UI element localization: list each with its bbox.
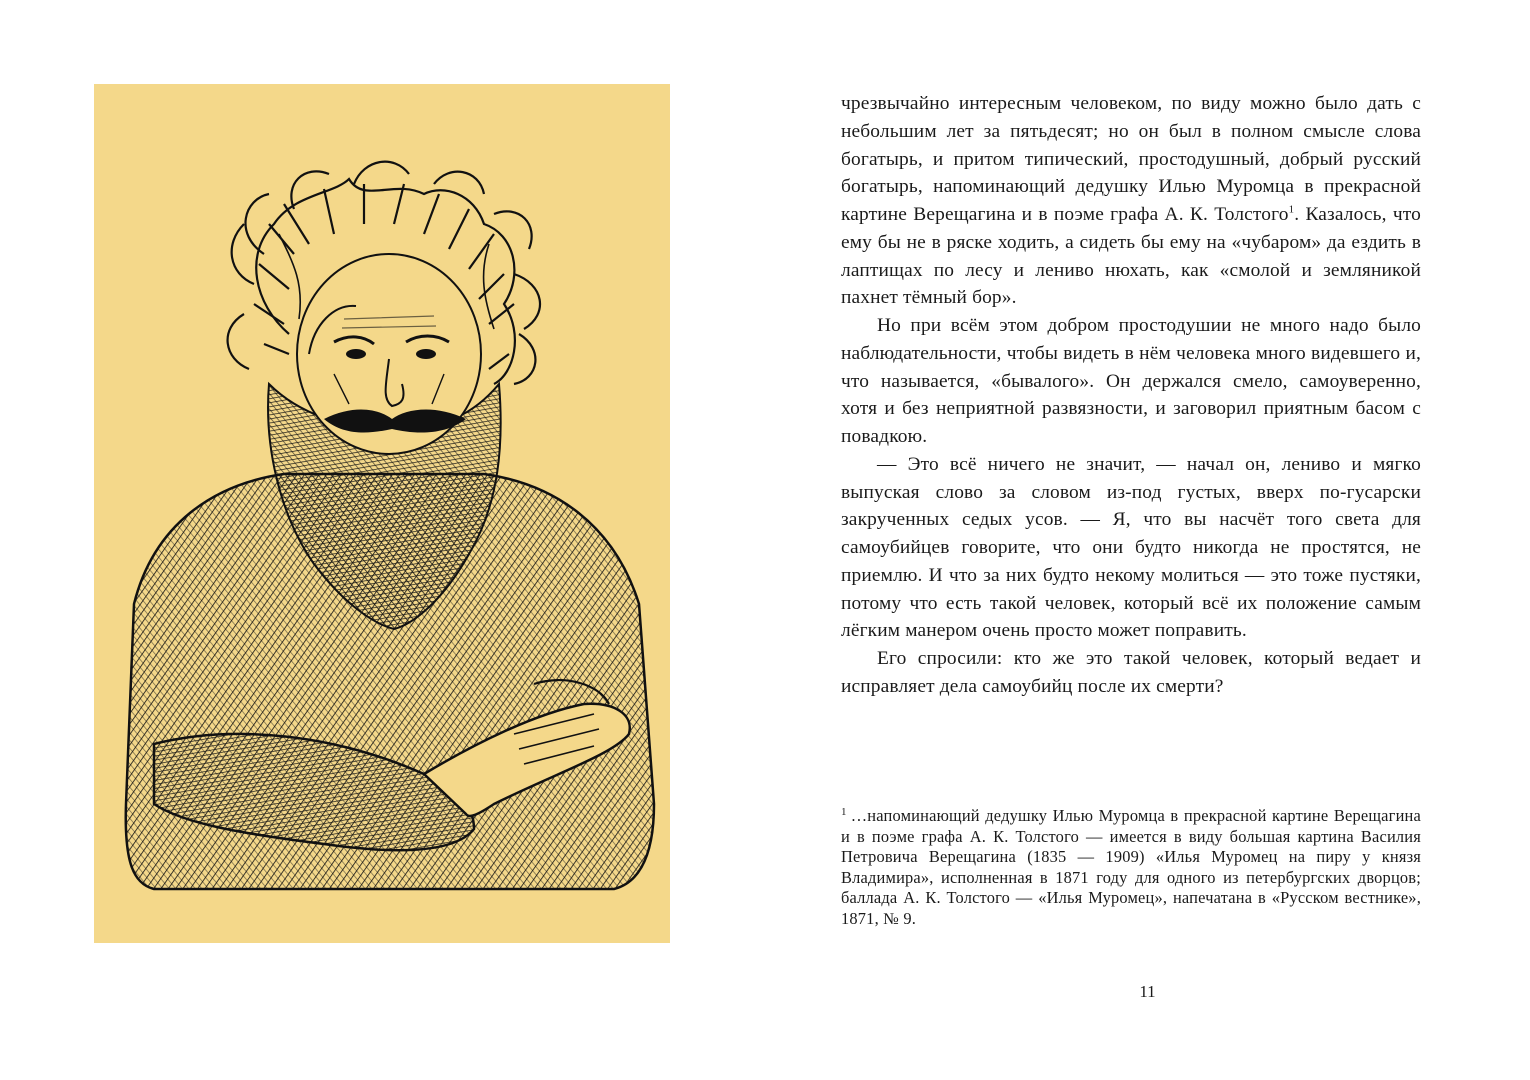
paragraph-2: Но при всём этом добром простодушии не много надо было наблюдательности, чтобы видеть в нём человека много видевшего и, что называется, «бывалого». Он держался смело, самоуверенно, хотя и без неприятной развязности, и заговорил приятным басом с повадкою.: [841, 315, 1421, 447]
page-number: 11: [1139, 982, 1156, 1001]
paragraph-1-text-a: чрезвычайно интересным человеком, по виду можно было дать с небольшим лет за пятьдесят; но он был в полном смысле слова богатырь, и притом типический, простодушный, добрый русский богатырь, напоминающий дедушку Илью Муромца в прекрасной картине Верещагина и в поэме графа А. К. Толстого: [841, 93, 1421, 225]
footnote: [841, 806, 1421, 930]
footnote-reference: 1: [1288, 203, 1295, 216]
illustration-panel: [94, 84, 670, 943]
paragraph-3: — Это всё ничего не значит, — начал он, лениво и мягко выпуская слово за словом из-под густых, вверх по-гусарски закрученных седых усов. — Я, что вы насчёт того света для самоубийцев говорите, что они будто никогда не простятся, не приемлю. И что за них будто некому молиться — это тоже пустяки, потому что есть такой человек, который всё их положение самым лёгким манером очень просто может поправить.: [841, 453, 1421, 642]
paragraph-1-text-b: . Казалось, что ему бы не в ряске ходить, а сидеть бы ему на «чубаром» да ездить в лаптищах по лесу и лениво нюхать, как «смолой и земляникой пахнет тёмный бор».: [841, 204, 1421, 309]
paragraph-1: [841, 90, 1421, 312]
face: [297, 254, 481, 454]
footnote-text: …напоминающий дедушку Илью Муромца в прекрасной картине Верещагина и в поэме графа А. К. Толстого — имеется в виду большая картина Василия Петровича Верещагина (1835 — 1909) «Илья Муромец на пиру у князя Владимира», исполненная в 1871 году для одного из петербургских дворцов; баллада А. К. Толстого — «Илья Муромец», напечатана в «Русском вестнике», 1871, № 9.: [841, 806, 1421, 928]
body-text: [841, 90, 1421, 701]
right-page: [765, 0, 1530, 1080]
paragraph-4: Его спросили: кто же это такой человек, который ведает и исправляет дела самоубийц после их смерти?: [841, 648, 1421, 697]
footnote-mark: 1: [841, 805, 847, 818]
portrait-engraving: [94, 84, 670, 943]
